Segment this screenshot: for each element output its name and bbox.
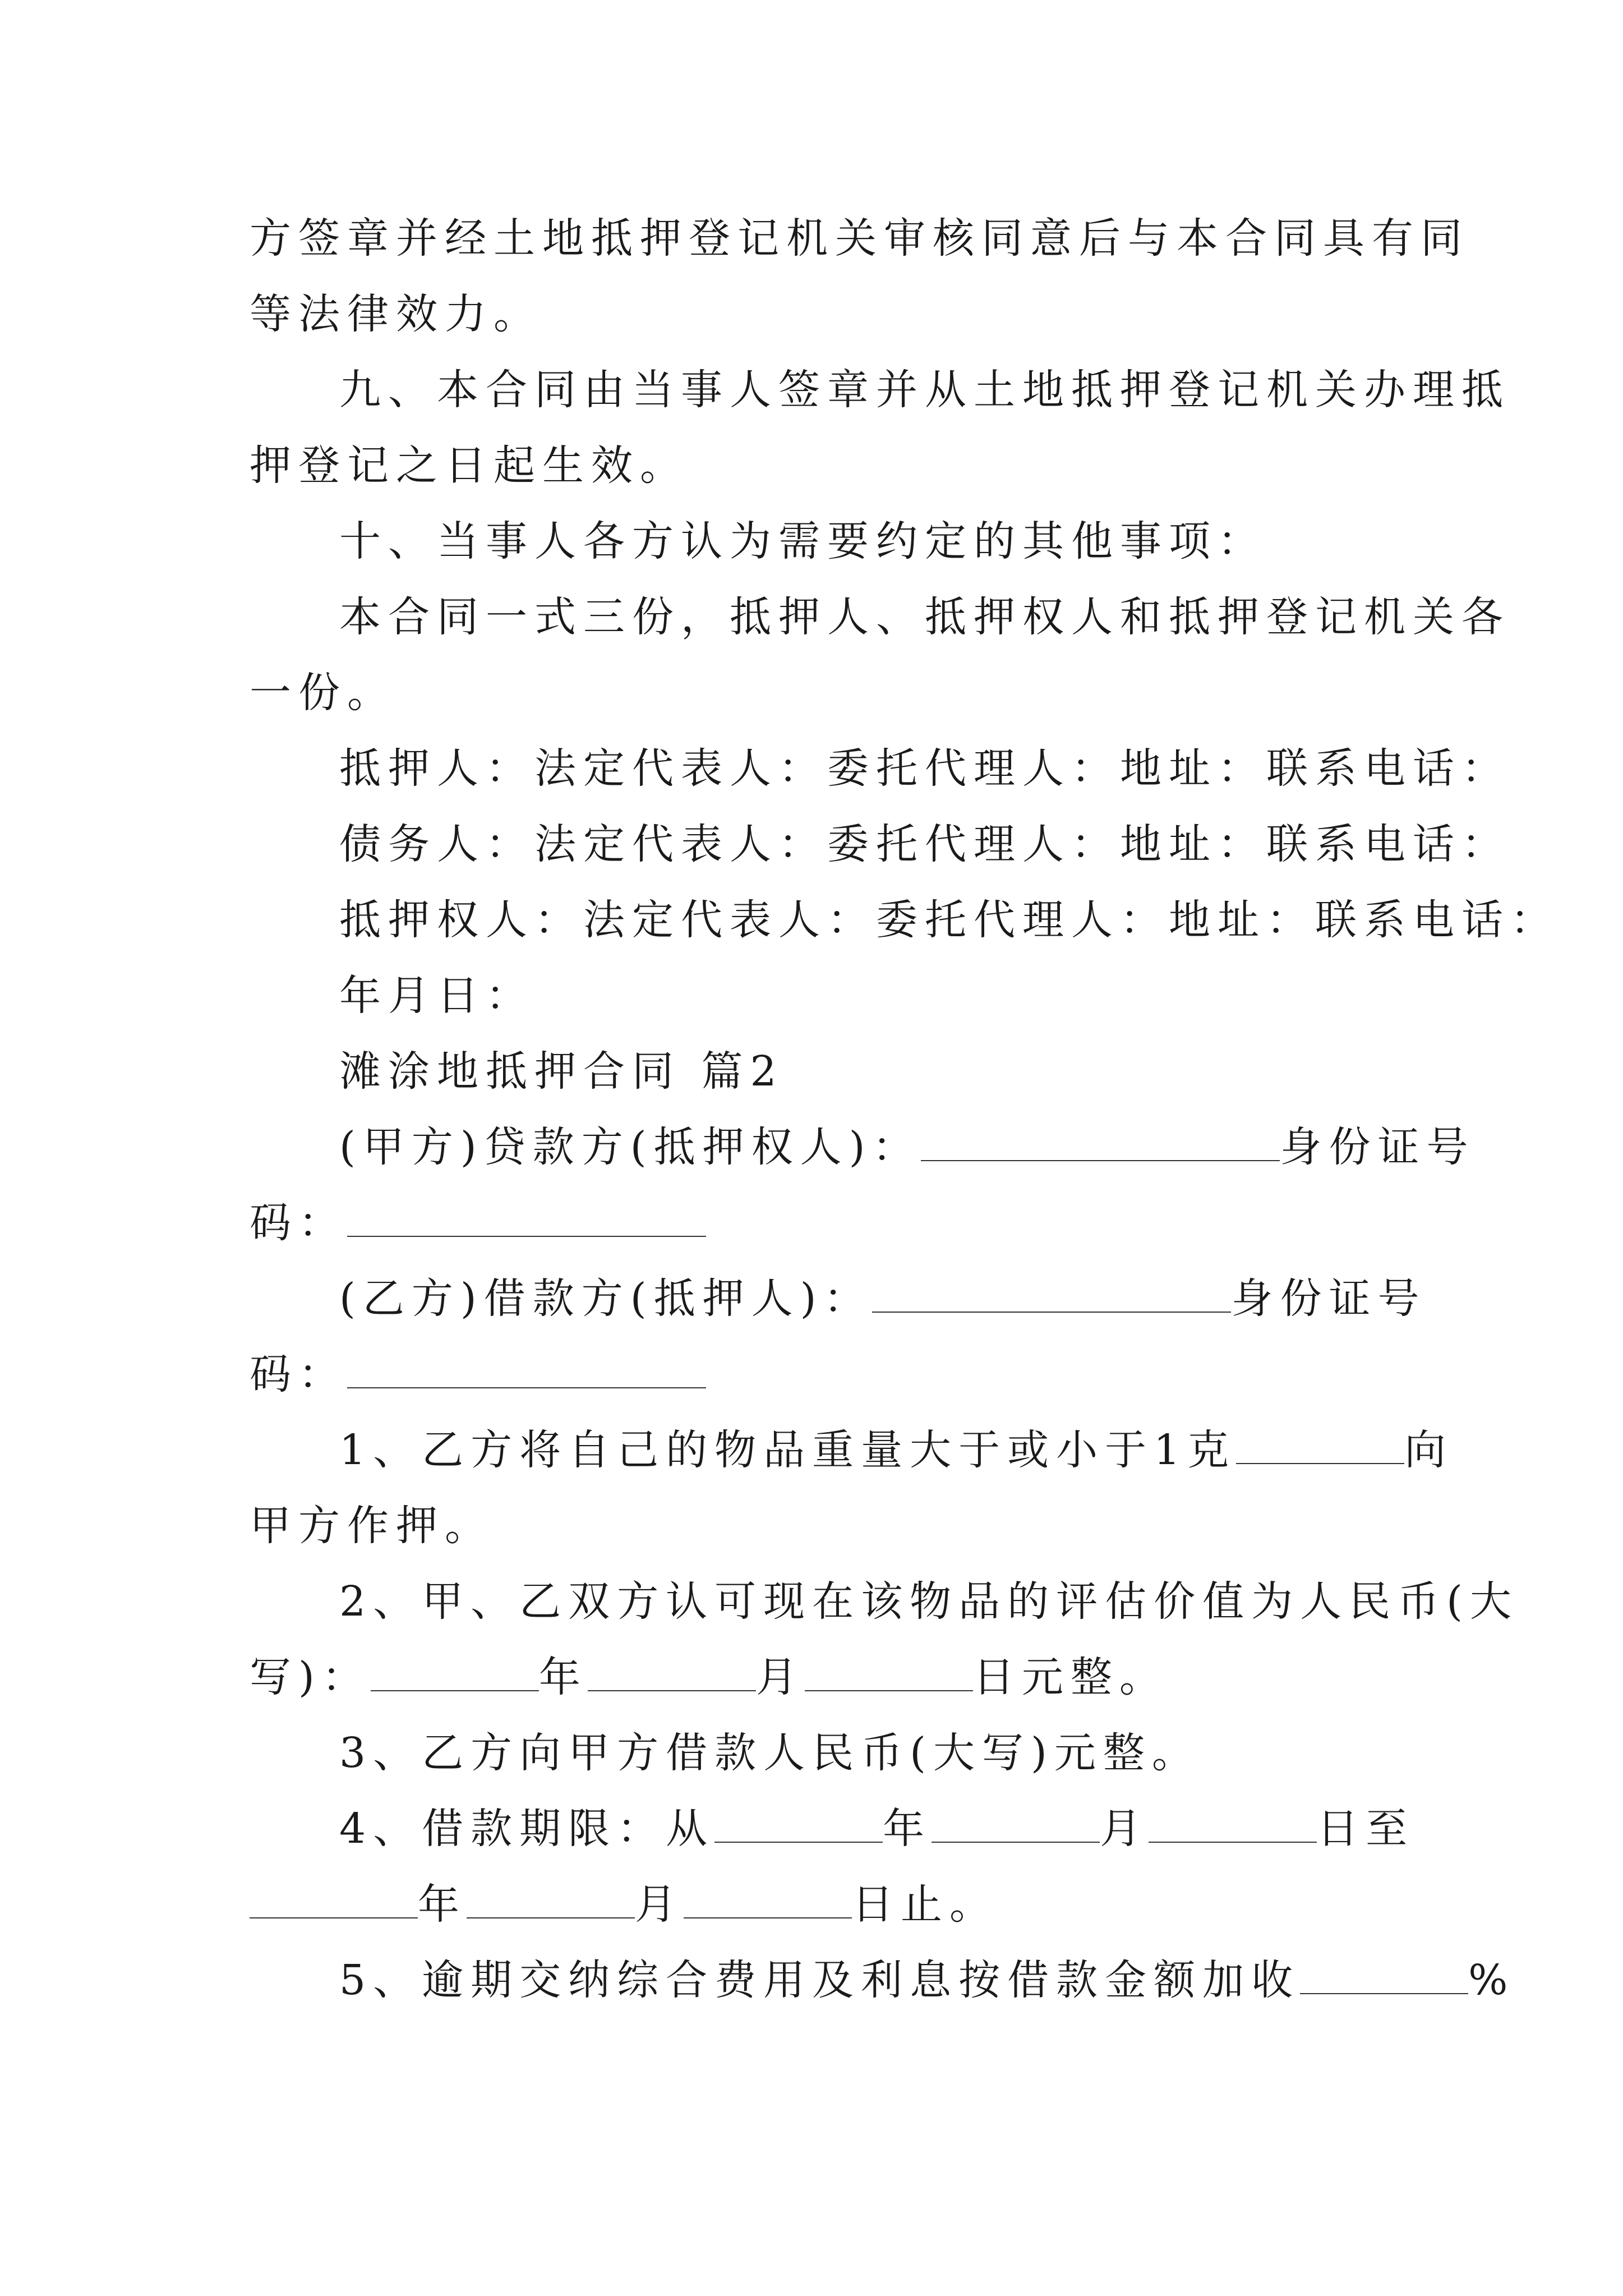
start-year-blank xyxy=(714,1802,883,1843)
clause-1-text-end: 向 xyxy=(1404,1426,1454,1474)
clause-1-cont: 甲方作押。 xyxy=(250,1502,494,1550)
day-label: 日至 xyxy=(1317,1805,1415,1853)
date-line: 年月日： xyxy=(339,972,534,1020)
end-month-blank xyxy=(467,1878,635,1918)
year-label: 年 xyxy=(883,1805,932,1853)
year-blank xyxy=(371,1651,539,1691)
clause-2-text: 写)： xyxy=(250,1653,371,1701)
clause-2-cont xyxy=(250,1649,1168,1705)
mortgagee-signature-line: 抵押权人：法定代表人：委托代理人：地址：联系电话： xyxy=(339,896,1559,944)
id-number-label: 身份证号 xyxy=(1231,1274,1427,1323)
code-label: 码： xyxy=(250,1350,347,1398)
clause-4 xyxy=(339,1801,1414,1857)
party-b-label: (乙方)借款方(抵押人)： xyxy=(339,1274,873,1323)
code-label: 码： xyxy=(250,1199,347,1247)
month-label: 月 xyxy=(1100,1805,1149,1853)
clause-3: 3、乙方向甲方借款人民币(大写)元整。 xyxy=(339,1729,1201,1777)
clause-5 xyxy=(339,1952,1515,2008)
clause-ten: 十、当事人各方认为需要约定的其他事项： xyxy=(339,517,1266,565)
party-b-line xyxy=(339,1271,1426,1327)
year-label: 年 xyxy=(538,1653,588,1701)
month-label: 月 xyxy=(755,1653,805,1701)
day-blank xyxy=(805,1651,973,1691)
text-line: 等法律效力。 xyxy=(250,290,542,338)
year-label: 年 xyxy=(418,1880,467,1929)
month-label: 月 xyxy=(635,1880,684,1929)
clause-1 xyxy=(339,1422,1453,1478)
month-blank xyxy=(588,1651,756,1691)
clause-5-text: 5、逾期交纳综合费用及利息按借款金额加收 xyxy=(339,1956,1301,2004)
party-a-line xyxy=(339,1119,1475,1175)
percent-sign: % xyxy=(1468,1956,1515,2004)
party-a-name-blank xyxy=(921,1121,1280,1161)
clause-1-text: 1、乙方将自己的物品重量大于或小于1克 xyxy=(339,1426,1237,1474)
party-a-id-line xyxy=(250,1195,706,1251)
text-line: 一份。 xyxy=(250,669,396,717)
party-b-name-blank xyxy=(872,1272,1231,1313)
day-label: 日止。 xyxy=(852,1880,998,1929)
day-label: 日元整。 xyxy=(972,1653,1168,1701)
party-b-id-blank xyxy=(347,1348,706,1388)
party-b-id-line xyxy=(250,1346,706,1402)
clause-4-cont xyxy=(250,1876,998,1932)
party-a-id-blank xyxy=(347,1197,706,1237)
text-line: 本合同一式三份，抵押人、抵押权人和抵押登记机关各 xyxy=(339,593,1510,641)
clause-2: 2、甲、乙双方认可现在该物品的评估价值为人民币(大 xyxy=(339,1577,1519,1626)
party-a-label: (甲方)贷款方(抵押权人)： xyxy=(339,1123,921,1171)
rate-blank xyxy=(1300,1954,1468,1994)
mortgagor-signature-line: 抵押人：法定代表人：委托代理人：地址：联系电话： xyxy=(339,744,1510,793)
text-line: 方签章并经土地抵押登记机关审核同意后与本合同具有同 xyxy=(250,214,1469,263)
debtor-signature-line: 债务人：法定代表人：委托代理人：地址：联系电话： xyxy=(339,820,1510,868)
clause-1-blank xyxy=(1236,1424,1404,1464)
section-heading: 滩涂地抵押合同 篇2 xyxy=(339,1047,784,1096)
id-number-label: 身份证号 xyxy=(1280,1123,1476,1171)
start-day-blank xyxy=(1149,1802,1317,1843)
text-line: 押登记之日起生效。 xyxy=(250,441,689,490)
end-year-blank xyxy=(250,1878,418,1918)
clause-nine: 九、本合同由当事人签章并从土地抵押登记机关办理抵 xyxy=(339,366,1510,414)
end-day-blank xyxy=(684,1878,852,1918)
start-month-blank xyxy=(932,1802,1100,1843)
clause-4-text: 4、借款期限：从 xyxy=(339,1805,715,1853)
